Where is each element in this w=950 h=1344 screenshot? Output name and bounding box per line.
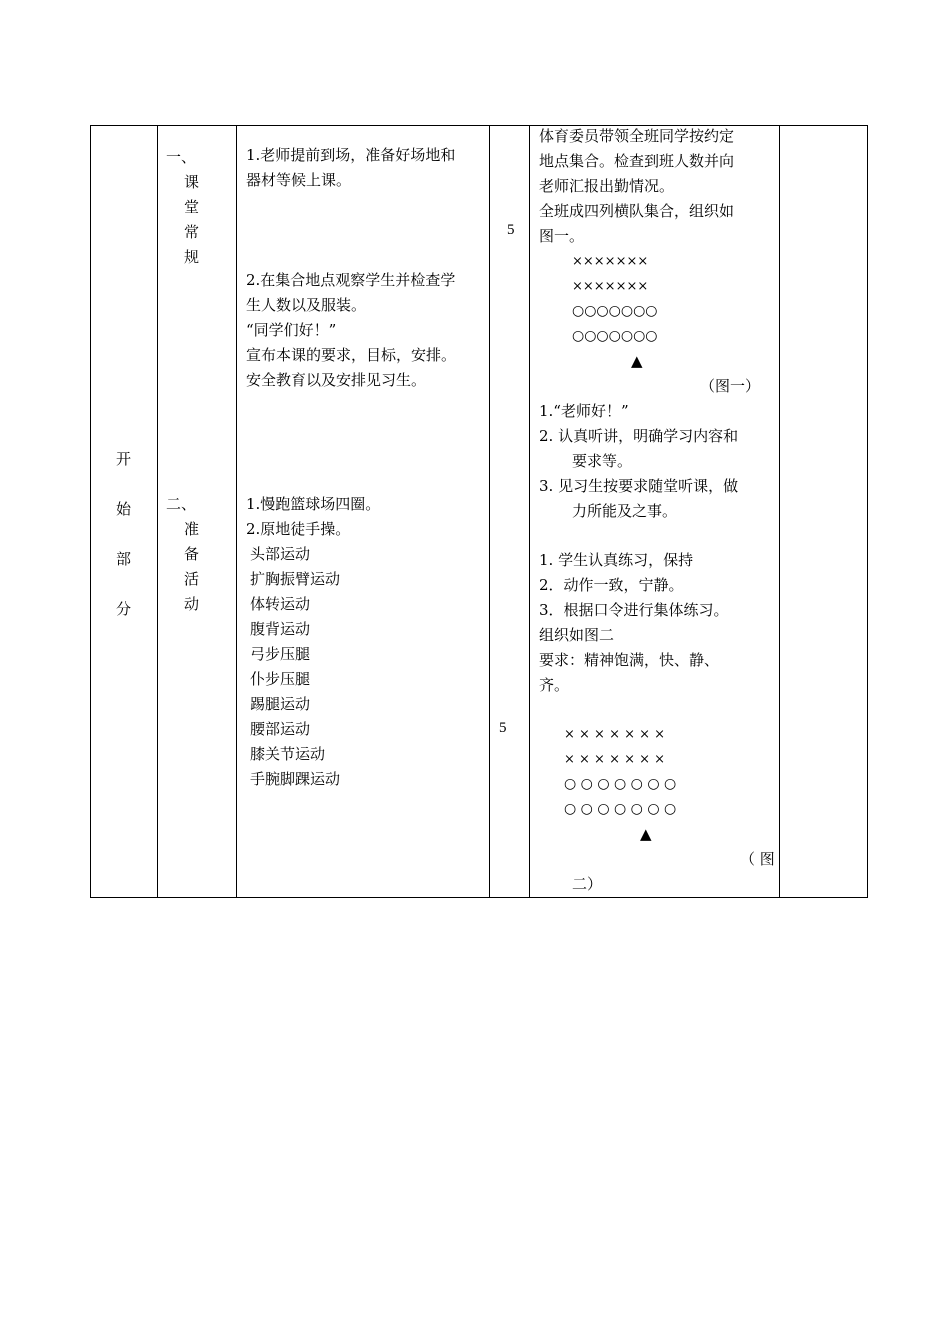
- org-step: 1. 学生认真练习，保持: [539, 551, 694, 569]
- content-line: 1.老师提前到场，准备好场地和: [246, 146, 456, 164]
- content-line: 生人数以及服装。: [246, 296, 367, 314]
- org-step: 1.“老师好！”: [539, 402, 629, 420]
- content-line: 宣布本课的要求，目标，安排。: [246, 346, 457, 364]
- formation-row-students: × × × × × × ×: [564, 727, 666, 742]
- org-step: 组织如图二: [539, 626, 615, 644]
- content-line: 器材等候上课。: [246, 171, 352, 189]
- formation-row-students: ×××××××: [572, 279, 649, 294]
- exercise-item: 踢腿运动: [250, 695, 311, 713]
- part-heading: 二、: [166, 495, 197, 513]
- section-char: 始: [116, 500, 132, 518]
- exercise-item: 腹背运动: [250, 620, 311, 638]
- content-line: 安全教育以及安排见习生。: [246, 371, 427, 389]
- table-top-border: [90, 125, 868, 126]
- time-value: 5: [507, 222, 515, 238]
- formation-row-circles: ○○○○○○○: [572, 303, 658, 319]
- time-value: 5: [499, 720, 507, 736]
- content-line: 2.在集合地点观察学生并检查学: [246, 271, 456, 289]
- exercise-item: 体转运动: [250, 595, 311, 613]
- column-divider: [157, 125, 158, 898]
- org-step: 齐。: [539, 676, 570, 694]
- content-line: 1.慢跑篮球场四圈。: [246, 495, 381, 513]
- table-left-border: [90, 125, 91, 898]
- part-heading-char: 课: [184, 173, 200, 191]
- org-line: 地点集合。检查到班人数并向: [539, 152, 735, 170]
- teacher-marker: ▲: [631, 352, 643, 370]
- column-divider: [529, 125, 530, 898]
- table-right-border: [867, 125, 868, 898]
- teacher-marker: ▲: [640, 825, 652, 843]
- formation-row-students: × × × × × × ×: [564, 752, 666, 767]
- part-heading-char: 常: [184, 223, 200, 241]
- table-bottom-border: [90, 897, 868, 898]
- content-line: 2.原地徒手操。: [246, 520, 351, 538]
- org-line: 全班成四列横队集合，组织如: [539, 202, 735, 220]
- org-line: 体育委员带领全班同学按约定: [539, 127, 735, 145]
- column-divider: [489, 125, 490, 898]
- lesson-table: [90, 125, 868, 898]
- exercise-item: 头部运动: [250, 545, 311, 563]
- org-step: 要求：精神饱满，快、静、: [539, 651, 720, 669]
- exercise-item: 弓步压腿: [250, 645, 311, 663]
- part-heading-char: 准: [184, 520, 200, 538]
- part-heading: 一、: [166, 148, 197, 166]
- part-heading-char: 堂: [184, 198, 200, 216]
- content-line: “同学们好！”: [246, 321, 337, 339]
- formation-row-circles: ○ ○ ○ ○ ○ ○ ○: [564, 776, 677, 792]
- formation-row-students: ×××××××: [572, 254, 649, 269]
- column-divider: [779, 125, 780, 898]
- part-heading-char: 规: [184, 248, 200, 266]
- org-step: 2. 认真听讲，明确学习内容和: [539, 427, 739, 445]
- org-step: 3. 见习生按要求随堂听课，做: [539, 477, 739, 495]
- org-step: 3．根据口令进行集体练习。: [539, 601, 729, 619]
- exercise-item: 腰部运动: [250, 720, 311, 738]
- exercise-item: 仆步压腿: [250, 670, 311, 688]
- org-line: 图一。: [539, 227, 585, 245]
- figure-caption: 二）: [572, 875, 603, 893]
- exercise-item: 手腕脚踝运动: [250, 770, 341, 788]
- figure-caption: （ 图: [740, 850, 775, 868]
- part-heading-char: 活: [184, 570, 200, 588]
- formation-row-circles: ○ ○ ○ ○ ○ ○ ○: [564, 801, 677, 817]
- formation-row-circles: ○○○○○○○: [572, 328, 658, 344]
- part-heading-char: 动: [184, 595, 200, 613]
- column-divider: [236, 125, 237, 898]
- org-step: 2．动作一致，宁静。: [539, 576, 684, 594]
- org-line: 老师汇报出勤情况。: [539, 177, 675, 195]
- exercise-item: 扩胸振臂运动: [250, 570, 341, 588]
- figure-caption: （图一）: [700, 377, 761, 395]
- exercise-item: 膝关节运动: [250, 745, 326, 763]
- org-step: 力所能及之事。: [572, 502, 678, 520]
- section-char: 分: [116, 600, 132, 618]
- part-heading-char: 备: [184, 545, 200, 563]
- org-step: 要求等。: [572, 452, 633, 470]
- section-char: 部: [116, 550, 132, 568]
- section-char: 开: [116, 450, 132, 468]
